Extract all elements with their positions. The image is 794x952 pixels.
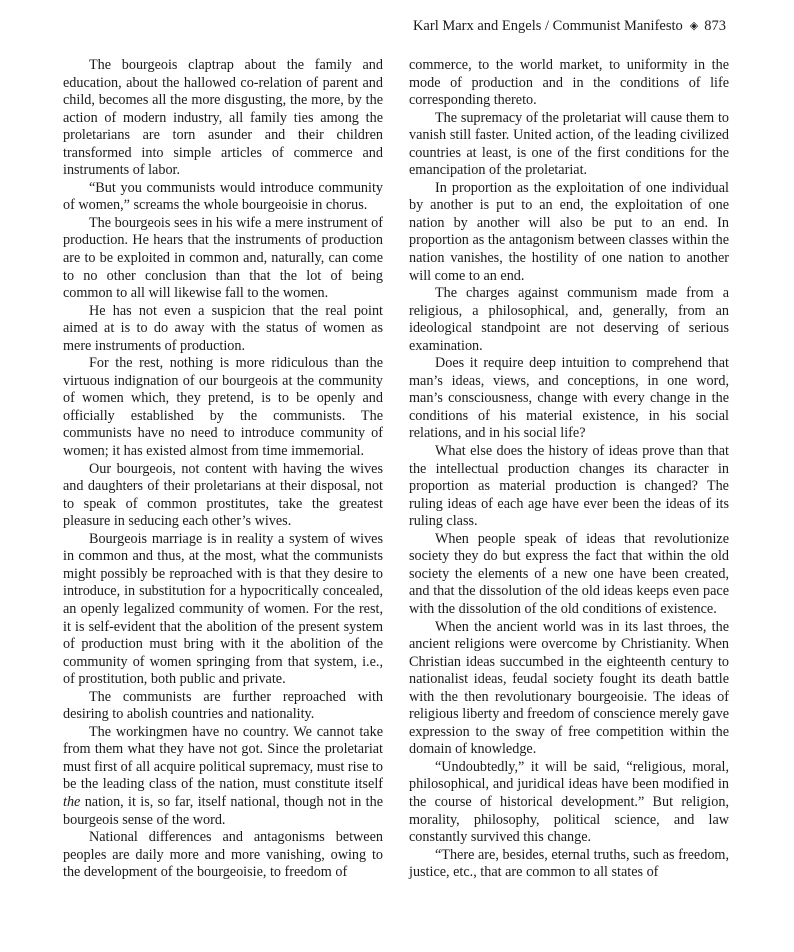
paragraph: The workingmen have no country. We cannot take from them what they have not got. Since the proletariat must first of all acquire political supremacy, must rise to be the leading class of the nation, must constitute itself the nation, it is, so far, itself national, though not in the bourgeois sense of the word. [63, 723, 383, 828]
paragraph: “But you communists would introduce community of women,” screams the whole bourgeoisie in chorus. [63, 179, 383, 214]
paragraph: The bourgeois claptrap about the family and education, about the hallowed co-relation of parent and child, becomes all the more disgusting, the more, by the action of modern industry, all family ties among the proletarians are torn asunder and their children transformed into simple articles of commerce and instruments of labor. [63, 57, 383, 179]
paragraph: Our bourgeois, not content with having the wives and daughters of their proletarians at their disposal, not to speak of common prostitutes, take the greatest pleasure in seducing each other’s wives. [63, 460, 383, 530]
running-head [413, 16, 726, 36]
paragraph: In proportion as the exploitation of one individual by another is put to an end, the exploitation of one nation by another will also be put to an end. In proportion as the antagonism between classes within the nation vanishes, the hostility of one nation to another will come to an end. [409, 179, 729, 284]
page-number: 873 [704, 18, 726, 34]
paragraph: The charges against communism made from a religious, a philosophical, and, generally, from an ideological standpoint are not deserving of serious examination. [409, 285, 729, 354]
paragraph: Bourgeois marriage is in reality a system of wives in common and thus, at the most, what the communists might possibly be reproached with is that they desire to introduce, in substitution for a hypocritically concealed, an openly legalized community of women. For the rest, it is self-evident that the abolition of the present system of production must bring with it the abolition of the community of women springing from that system, i.e., of prostitution, both public and private. [63, 530, 383, 688]
paragraph: The bourgeois sees in his wife a mere instrument of production. He hears that the instruments of production are to be exploited in common and, naturally, can come to no other conclusion than that the lot of being common to all will likewise fall to the women. [63, 214, 383, 302]
paragraph: What else does the history of ideas prove than that the intellectual production changes its character in proportion as material production is changed? The ruling ideas of each age have ever been the ideas of its ruling class. [409, 443, 729, 530]
paragraph: When people speak of ideas that revolutionize society they do but express the fact that within the old society the elements of a new one have been created, and that the dissolution of the old ideas keeps even pace with the dissolution of the old conditions of existence. [409, 530, 729, 617]
paragraph: “There are, besides, eternal truths, such as freedom, justice, etc., that are common to all states of [409, 846, 729, 881]
paragraph: Does it require deep intuition to comprehend that man’s ideas, views, and conceptions, in one word, man’s consciousness, change with every change in the conditions of his material existence, in his social relations, and in his social life? [409, 355, 729, 442]
paragraph: When the ancient world was in its last throes, the ancient religions were overcome by Christianity. When Christian ideas succumbed in the eighteenth century to nationalist ideas, feudal society fought its death battle with the then revolutionary bourgeoisie. The ideas of religious liberty and freedom of conscience merely gave expression to the sway of free competition within the domain of knowledge. [409, 618, 729, 758]
paragraph: National differences and antagonisms between peoples are daily more and more vanishing, owing to the development of the bourgeoisie, to freedom of [63, 829, 383, 881]
paragraph: For the rest, nothing is more ridiculous than the virtuous indignation of our bourgeois at the community of women which, they pretend, is to be openly and officially established by the communists. The communists have no need to introduce community of women; it has existed almost from time immemorial. [63, 355, 383, 460]
diamond-separator-icon: ◈ [689, 20, 699, 32]
right-text-column [409, 57, 729, 882]
left-text-column [63, 57, 383, 882]
paragraph: The communists are further reproached with desiring to abolish countries and nationality. [63, 688, 383, 723]
paragraph: The supremacy of the proletariat will cause them to vanish still faster. United action, of the leading civilized countries at least, is one of the first conditions for the emancipation of the proletariat. [409, 109, 729, 179]
paragraph-continuation: commerce, to the world market, to uniformity in the mode of production and in the conditions of life corresponding thereto. [409, 57, 729, 109]
paragraph: He has not even a suspicion that the real point aimed at is to do away with the status of women as mere instruments of production. [63, 302, 383, 354]
paragraph: “Undoubtedly,” it will be said, “religious, moral, philosophical, and juridical ideas have been modified in the course of historical development.” But religion, morality, philosophy, political science, and law constantly survived this change. [409, 758, 729, 846]
running-title: Karl Marx and Engels / Communist Manifesto [412, 18, 683, 34]
